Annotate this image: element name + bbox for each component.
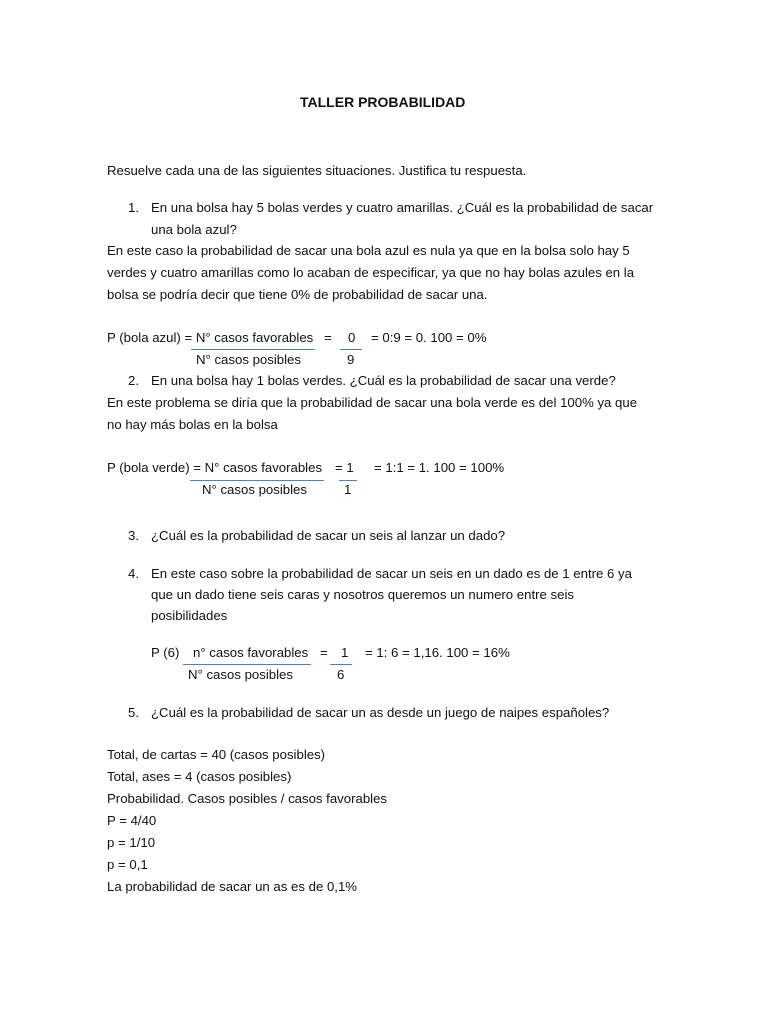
formula-1-lhs: P (bola azul) = N° casos favorables: [107, 330, 314, 345]
question-2-text: En una bolsa hay 1 bolas verdes. ¿Cuál es la probabilidad de sacar una verde?: [151, 373, 616, 388]
answer-5-line: Total, de cartas = 40 (casos posibles): [107, 747, 326, 762]
answer-1-line: En este caso la probabilidad de sacar una bola azul es nula ya que en la bolsa solo hay 5: [107, 243, 630, 258]
formula-4-result: = 1: 6 = 1,16. 100 = 16%: [365, 645, 510, 660]
fraction-bar: [339, 480, 357, 481]
formula-4-lhs: P (6): [151, 645, 180, 660]
formula-4-numerator-label: n° casos favorables: [193, 645, 309, 660]
formula-1-numerator: 0: [348, 330, 356, 345]
fraction-bar: [191, 349, 315, 350]
answer-5-line: La probabilidad de sacar un as es de 0,1%: [107, 879, 358, 894]
fraction-bar: [330, 664, 352, 665]
question-4-text: posibilidades: [151, 608, 228, 623]
answer-5-line: Probabilidad. Casos posibles / casos favorables: [107, 791, 388, 806]
answer-1-line: verdes y cuatro amarillas como lo acaban de especificar, ya que no hay bolas azules en la: [107, 265, 635, 280]
formula-4-denominator: 6: [337, 667, 345, 682]
answer-5-line: p = 1/10: [107, 835, 156, 850]
formula-4-denominator-label: N° casos posibles: [188, 667, 293, 682]
fraction-bar: [190, 480, 324, 481]
formula-4-equals: =: [320, 645, 328, 660]
formula-4-numerator: 1: [341, 645, 349, 660]
answer-2-line: no hay más bolas en la bolsa: [107, 417, 278, 432]
answer-2-line: En este problema se diría que la probabilidad de sacar una bola verde es del 100% ya que: [107, 395, 638, 410]
formula-1-denominator-label: N° casos posibles: [196, 352, 301, 367]
answer-5-line: p = 0,1: [107, 857, 148, 872]
question-1-number: 1.: [128, 200, 139, 215]
formula-2-denominator: 1: [344, 482, 352, 497]
question-1-text: En una bolsa hay 5 bolas verdes y cuatro amarillas. ¿Cuál es la probabilidad de sacar: [151, 200, 654, 215]
answer-5-line: Total, ases = 4 (casos posibles): [107, 769, 292, 784]
page-title: TALLER PROBABILIDAD: [300, 94, 466, 110]
formula-2-lhs: P (bola verde) = N° casos favorables: [107, 460, 323, 475]
formula-1-denominator: 9: [347, 352, 355, 367]
question-3-number: 3.: [128, 528, 139, 543]
instructions: Resuelve cada una de las siguientes situaciones. Justifica tu respuesta.: [107, 163, 527, 178]
question-5-text: ¿Cuál es la probabilidad de sacar un as desde un juego de naipes españoles?: [151, 705, 610, 720]
question-1-text: una bola azul?: [151, 222, 237, 237]
formula-2-denominator-label: N° casos posibles: [202, 482, 307, 497]
answer-1-line: bolsa se podría decir que tiene 0% de probabilidad de sacar una.: [107, 287, 488, 302]
fraction-bar: [183, 664, 311, 665]
fraction-bar: [340, 349, 362, 350]
question-4-text: que un dado tiene seis caras y nosotros queremos un numero entre seis: [151, 587, 574, 602]
answer-5-line: P = 4/40: [107, 813, 157, 828]
formula-2-numerator: = 1: [335, 460, 354, 475]
formula-1-result: = 0:9 = 0. 100 = 0%: [371, 330, 487, 345]
question-3-text: ¿Cuál es la probabilidad de sacar un seis al lanzar un dado?: [151, 528, 506, 543]
question-5-number: 5.: [128, 705, 139, 720]
formula-1-equals: =: [324, 330, 332, 345]
question-2-number: 2.: [128, 373, 139, 388]
formula-2-result: = 1:1 = 1. 100 = 100%: [374, 460, 505, 475]
question-4-text: En este caso sobre la probabilidad de sacar un seis en un dado es de 1 entre 6 ya: [151, 566, 632, 581]
question-4-number: 4.: [128, 566, 139, 581]
